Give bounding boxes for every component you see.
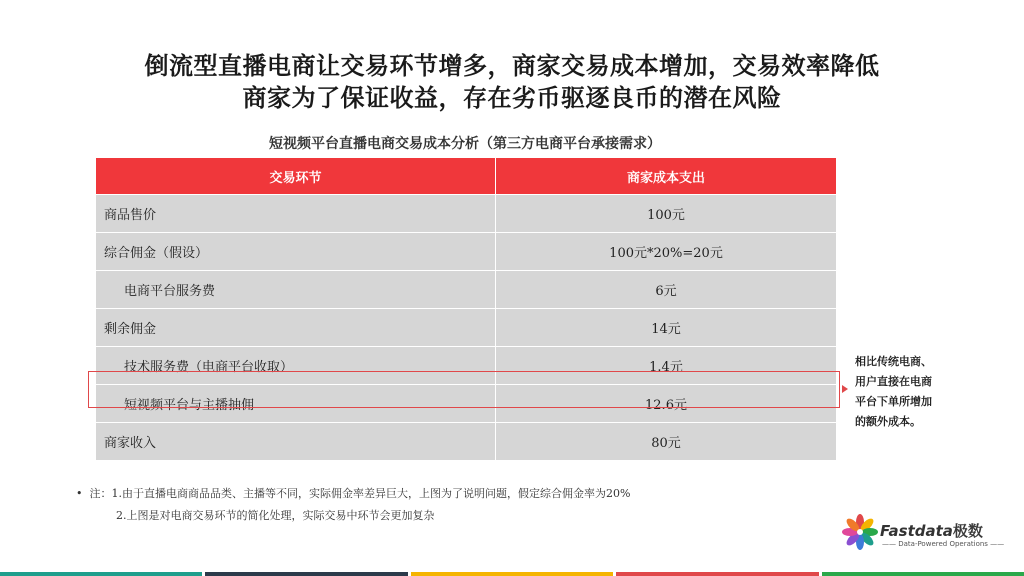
row-item: 剩余佣金 (96, 309, 496, 347)
row-item: 短视频平台与主播抽佣 (96, 385, 496, 423)
table-row (96, 309, 837, 347)
flower-icon (840, 512, 880, 552)
side-note-line: 的额外成本。 (855, 415, 921, 428)
row-cost: 80元 (496, 423, 837, 461)
bottom-color-bar (0, 572, 1024, 576)
header-cost: 商家成本支出 (496, 158, 837, 195)
table-row (96, 271, 837, 309)
logo-tagline: —— Data-Powered Operations —— (882, 540, 1005, 548)
row-item: 商品售价 (96, 195, 496, 233)
cost-table (96, 158, 837, 460)
arrow-right-icon (842, 385, 848, 393)
row-item: 技术服务费（电商平台收取） (96, 347, 496, 385)
bar-segment-yellow (411, 572, 613, 576)
page-title-line2: 商家为了保证收益，存在劣币驱逐良币的潜在风险 (242, 84, 782, 112)
footnotes (76, 483, 630, 527)
table-row-highlighted (96, 385, 837, 423)
row-cost: 14元 (496, 309, 837, 347)
row-item: 综合佣金（假设） (96, 233, 496, 271)
row-cost: 1.4元 (496, 347, 837, 385)
header-step: 交易环节 (96, 158, 496, 195)
row-cost: 6元 (496, 271, 837, 309)
side-note-line: 用户直接在电商 (855, 375, 932, 388)
logo-wordmark: Fastdata极数 (880, 522, 983, 540)
row-item: 电商平台服务费 (96, 271, 496, 309)
side-note-line: 平台下单所增加 (855, 395, 932, 408)
bar-segment-red (616, 572, 818, 576)
row-cost: 12.6元 (496, 385, 837, 423)
table-header-row (96, 158, 837, 195)
table-title: 短视频平台直播电商交易成本分析（第三方电商平台承接需求） (269, 136, 661, 152)
row-cost: 100元 (496, 195, 837, 233)
footnote-2: 2.上图是对电商交易环节的简化处理，实际交易中环节会更加复杂 (116, 509, 435, 522)
table-row (96, 195, 837, 233)
bar-segment-navy (205, 572, 407, 576)
footnote-1: • 注：1.由于直播电商商品品类、主播等不同，实际佣金率差异巨大，上图为了说明问题，假定综合佣金率为20% (76, 487, 631, 500)
fastdata-logo (840, 512, 1005, 552)
table-row (96, 423, 837, 461)
row-cost: 100元*20%=20元 (496, 233, 837, 271)
page-title-line1: 倒流型直播电商让交易环节增多，商家交易成本增加，交易效率降低 (144, 52, 880, 80)
table-row (96, 233, 837, 271)
side-annotation (855, 352, 965, 432)
side-note-line: 相比传统电商、 (855, 355, 932, 368)
row-item: 商家收入 (96, 423, 496, 461)
bar-segment-teal (0, 572, 202, 576)
bar-segment-green (822, 572, 1024, 576)
table-row (96, 347, 837, 385)
